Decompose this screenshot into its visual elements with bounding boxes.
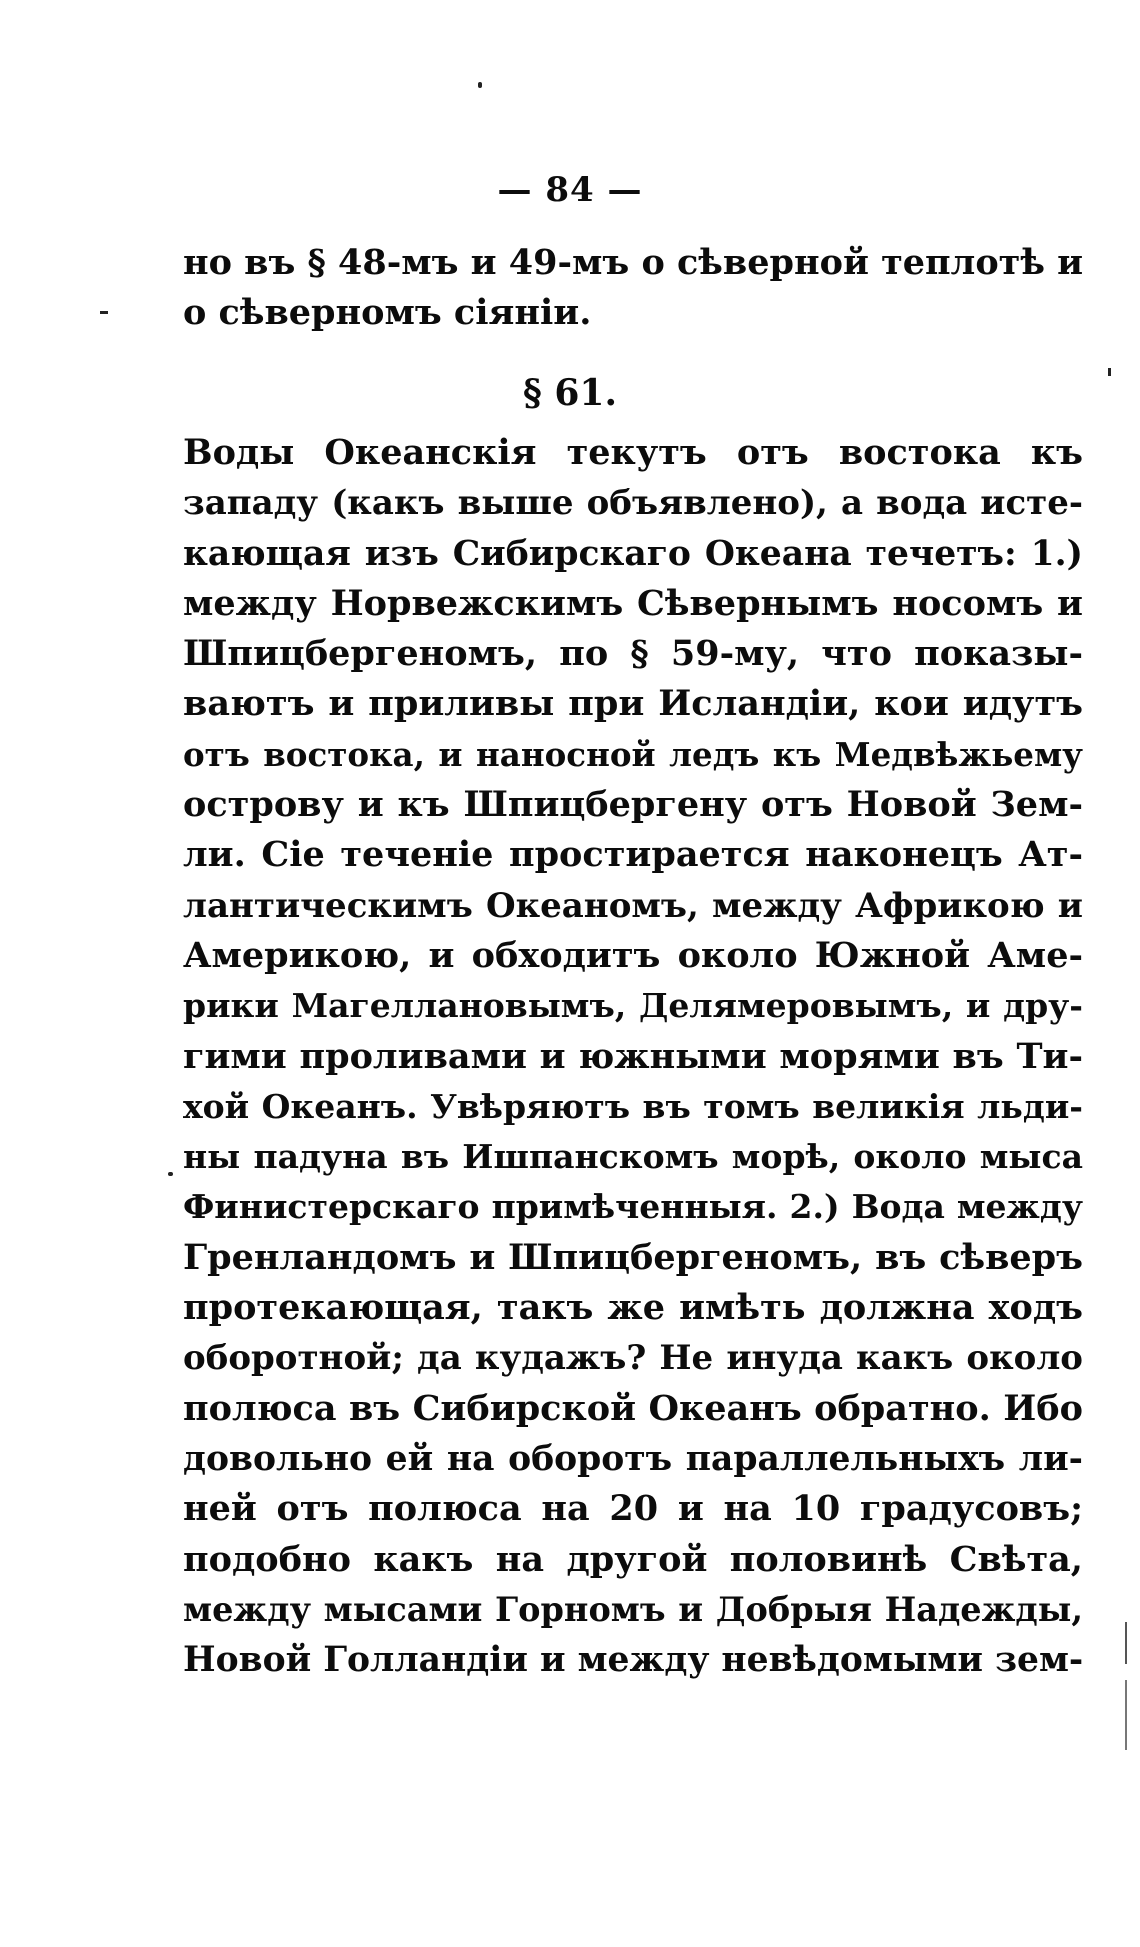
text-line: острову и къ Шпицбергену отъ Новой Зем- [183,784,1083,826]
text-line: ваютъ и приливы при Исландіи, кои идутъ [183,683,1083,725]
text-line: о сѣверномъ сіяніи. [183,292,592,334]
ink-speck [100,311,108,314]
text-line: гими проливами и южными морями въ Ти- [183,1035,1083,1077]
text-line: довольно ей на оборотъ параллельныхъ ли- [183,1438,1083,1479]
text-line: Шпицбергеномъ, по § 59-му, что показы- [183,633,1083,675]
text-line: ны падуна въ Ишпанскомъ морѣ, около мыса [183,1137,1083,1177]
section-body [183,428,1083,1685]
page-number: — 84 — [497,170,643,210]
ink-speck [168,1172,173,1176]
section-heading: § 61. [523,372,617,414]
text-line: протекающая, такъ же имѣть должна ходъ [183,1287,1083,1329]
text-line: рики Магеллановымъ, Делямеровымъ, и дру- [183,986,1083,1026]
intro-paragraph [183,238,1083,339]
text-line: Финистерскаго примѣченныя. 2.) Вода между [183,1187,1083,1227]
text-line: ней отъ полюса на 20 и на 10 градусовъ; [183,1488,1083,1530]
page-edge-mark [1125,1622,1127,1664]
ink-speck [478,82,482,88]
text-line: между Норвежскимъ Сѣвернымъ носомъ и [183,582,1083,624]
text-line: Новой Голландіи и между невѣдомыми зем- [183,1640,1084,1681]
text-line: подобно какъ на другой половинѣ Свѣта, [183,1538,1083,1580]
text-line: Воды Океанскія текутъ отъ востока къ [183,432,1083,473]
text-line: но въ § 48-мъ и 49-мъ о сѣверной теплотѣ и [183,242,1084,283]
text-line: хой Океанъ. Увѣряютъ въ томъ великія льди- [183,1086,1083,1126]
text-line: отъ востока, и наносной ледъ къ Медвѣжьему [183,734,1083,774]
text-line: между мысами Горномъ и Добрыя Надежды, [183,1589,1083,1629]
text-line: лантическимъ Океаномъ, между Африкою и [183,885,1083,926]
text-line: Гренландомъ и Шпицбергеномъ, въ сѣверъ [183,1236,1083,1278]
text-line: западу (какъ выше объявлено), а вода исте- [183,483,1083,524]
page-edge-mark [1125,1680,1127,1750]
text-line: кающая изъ Сибирскаго Океана течетъ: 1.) [183,533,1083,574]
text-line: Америкою, и обходитъ около Южной Аме- [183,934,1083,976]
text-line: полюса въ Сибирской Океанъ обратно. Ибо [183,1387,1083,1429]
text-line: ли. Сіе теченіе простирается наконецъ Ат- [183,834,1083,876]
text-line: оборотной; да кудажъ? Не инуда какъ около [183,1338,1083,1379]
